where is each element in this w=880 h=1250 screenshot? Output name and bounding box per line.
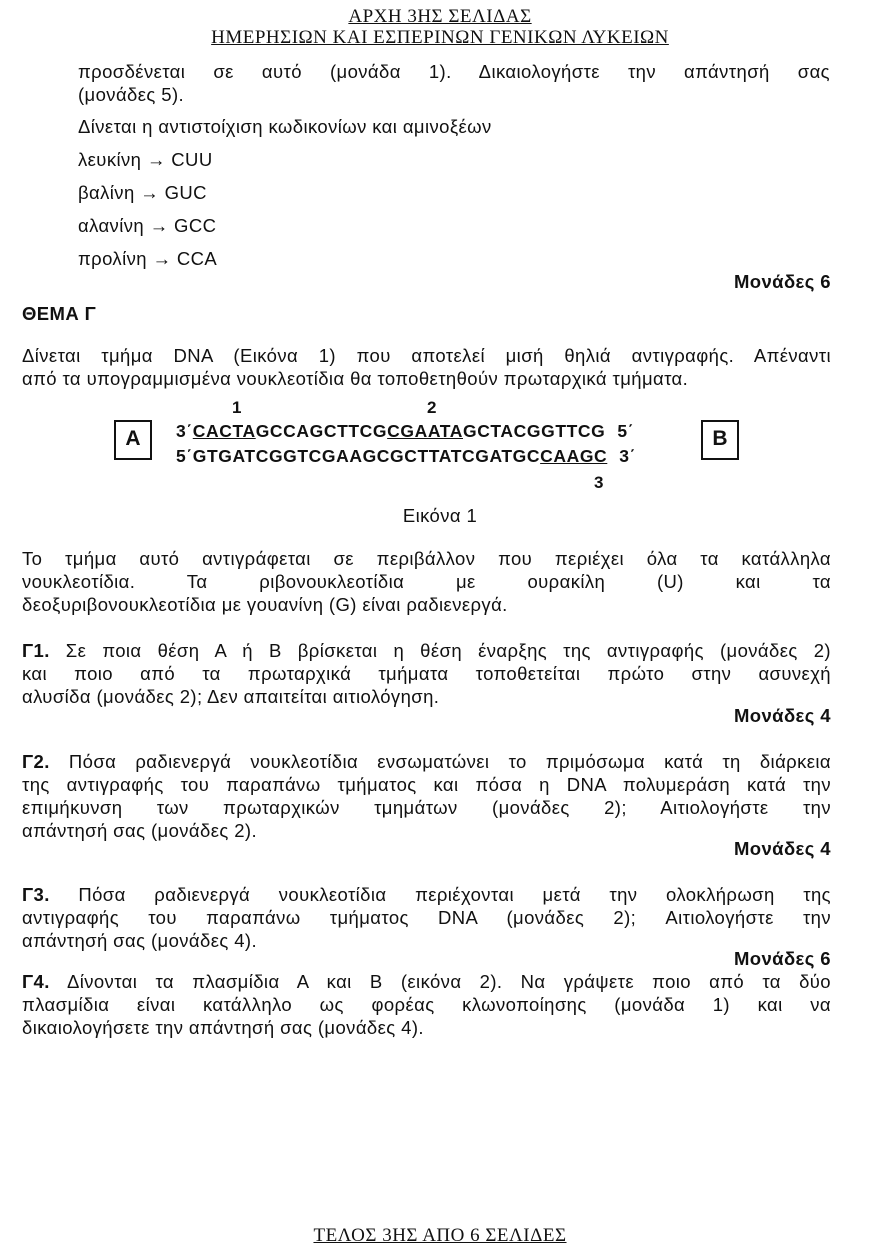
text-line: Το τμήμα αυτό αντιγράφεται σε περιβάλλον που περιέχει όλα τα κατάλληλα <box>22 548 831 569</box>
text-line: νουκλεοτίδια. Τα ριβονουκλεοτίδια με ουρακίλη (U) και τα <box>22 571 831 592</box>
question-label: Γ1. <box>22 640 50 661</box>
primer-number-3: 3 <box>594 473 604 492</box>
text-line: πλασμίδια είναι κατάλληλο ως φορέας κλωνοποίησης (μονάδα 1) και να <box>22 994 831 1015</box>
question-text: Πόσα ραδιενεργά νουκλεοτίδια περιέχονται μετά την ολοκλήρωση της <box>49 884 831 905</box>
underlined-nucleotides-1: CACTA <box>192 421 256 441</box>
text-line: επιμήκυνση των πρωταρχικών τμημάτων (μονάδες 2); Αιτιολογήστε την <box>22 797 831 818</box>
codon-row: βαλίνη → GUC <box>78 182 207 203</box>
text-line: απάντησή σας (μονάδες 4). <box>22 930 257 951</box>
codon-row: λευκίνη → CUU <box>78 149 213 170</box>
primer-number-1: 1 <box>232 398 242 417</box>
codon-row: προλίνη → CCA <box>78 248 218 269</box>
text-line: δεοξυριβονουκλεοτίδια με γουανίνη (G) είναι ραδιενεργά. <box>22 594 508 615</box>
question-label: Γ4. <box>22 971 50 992</box>
nucleotides: GCTACGGTTCG <box>462 421 606 441</box>
text-line: δικαιολογήσετε την απάντησή σας (μονάδες 4). <box>22 1017 424 1038</box>
dna-top-strand <box>176 421 634 442</box>
box-b-label: B <box>701 420 739 460</box>
nucleotides: GTGATCGGTCGAAGCGCTTATCGATGC <box>192 446 541 466</box>
marks-label: Μονάδες 6 <box>733 948 831 969</box>
underlined-nucleotides-3: CAAGC <box>540 446 608 466</box>
question-g1 <box>22 640 831 662</box>
page-header-subtitle: ΗΜΕΡΗΣΙΩΝ ΚΑΙ ΕΣΠΕΡΙΝΩΝ ΓΕΝΙΚΩΝ ΛΥΚΕΙΩΝ <box>211 27 669 48</box>
dna-bottom-strand <box>176 446 636 467</box>
text-line: της αντιγραφής του παραπάνω τμήματος και πόσα η DNA πολυμεράση κατά την <box>22 774 831 795</box>
question-g2 <box>22 751 831 773</box>
box-a-label: A <box>114 420 152 460</box>
text-line: και ποιο από τα πρωταρχικά τμήματα τοποθετείται πρώτο στην ασυνεχή <box>22 663 831 684</box>
marks-label: Μονάδες 4 <box>733 838 831 859</box>
figure-caption: Εικόνα 1 <box>402 505 478 526</box>
text-line: απάντησή σας (μονάδες 2). <box>22 820 257 841</box>
codon-row: αλανίνη → GCC <box>78 215 217 236</box>
strand-end: 3΄ <box>176 421 193 441</box>
question-label: Γ3. <box>22 884 50 905</box>
nucleotides: GCCAGCTTCG <box>255 421 388 441</box>
question-text: Σε ποια θέση Α ή Β βρίσκεται η θέση έναρξης της αντιγραφής (μονάδες 2) <box>49 640 831 661</box>
question-text: Πόσα ραδιενεργά νουκλεοτίδια ενσωματώνει το πριμόσωμα κατά τη διάρκεια <box>49 751 831 772</box>
strand-end: 3΄ <box>619 446 637 466</box>
text-line: αντιγραφής του παραπάνω τμήματος DNA (μονάδες 2); Αιτιολογήστε την <box>22 907 831 928</box>
question-g4 <box>22 971 831 993</box>
strand-end: 5΄ <box>617 421 635 441</box>
marks-label: Μονάδες 4 <box>733 705 831 726</box>
primer-number-2: 2 <box>427 398 437 417</box>
text-line: από τα υπογραμμισμένα νουκλεοτίδια θα τοποθετηθούν πρωταρχικά τμήματα. <box>22 368 689 389</box>
question-text: Δίνονται τα πλασμίδια Α και Β (εικόνα 2). Να γράψετε ποιο από τα δύο <box>49 971 831 992</box>
question-label: Γ2. <box>22 751 50 772</box>
marks-label: Μονάδες 6 <box>733 271 831 292</box>
text-line: προσδένεται σε αυτό (μονάδα 1). Δικαιολογήστε την απάντησή σας <box>78 61 830 82</box>
strand-end: 5΄ <box>176 446 193 466</box>
codon-intro: Δίνεται η αντιστοίχιση κωδικονίων και αμινοξέων <box>78 116 492 137</box>
underlined-nucleotides-2: CGAATA <box>387 421 463 441</box>
text-line: (μονάδες 5). <box>78 84 185 105</box>
page-header-title: ΑΡΧΗ 3ΗΣ ΣΕΛΙΔΑΣ <box>348 6 532 27</box>
section-title: ΘΕΜΑ Γ <box>22 303 97 324</box>
text-line: αλυσίδα (μονάδες 2); Δεν απαιτείται αιτιολόγηση. <box>22 686 440 707</box>
page-footer: ΤΕΛΟΣ 3ΗΣ ΑΠΟ 6 ΣΕΛΙΔΕΣ <box>313 1225 567 1246</box>
text-line: Δίνεται τμήμα DNA (Εικόνα 1) που αποτελεί μισή θηλιά αντιγραφής. Απέναντι <box>22 345 831 366</box>
question-g3 <box>22 884 831 906</box>
